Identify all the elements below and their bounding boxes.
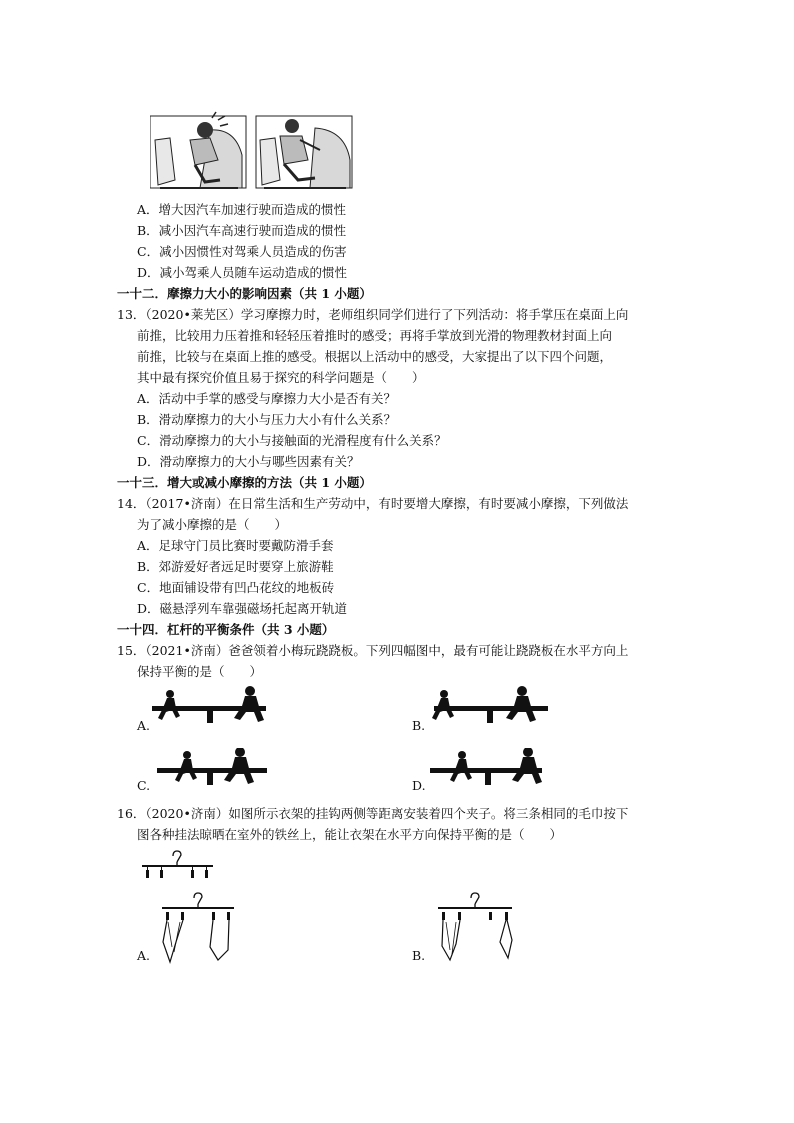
section-heading-13: 一十三．增大或减小摩擦的方法（共 1 小题） <box>117 475 372 490</box>
hanger-figure-a <box>158 892 238 964</box>
q14-option-c: C．地面铺设带有凹凸花纹的地板砖 <box>137 580 335 595</box>
q16-stem-line-1: 16．（2020•济南）如图所示衣架的挂钩两侧等距离安装着四个夹子。将三条相同的毛巾按下 <box>117 806 629 821</box>
q13-stem-line-4: 其中最有探究价值且易于探究的科学问题是（ ） <box>137 370 425 385</box>
q13-stem-line-1: 13．（2020•莱芜区）学习摩擦力时，老师组织同学们进行了下列活动：将手掌压在桌面上向 <box>117 307 629 322</box>
q13-option-b: B．滑动摩擦力的大小与压力大小有什么关系？ <box>137 412 397 427</box>
q13-option-a: A．活动中手掌的感受与摩擦力大小是否有关？ <box>137 391 397 406</box>
q13-option-c: C．滑动摩擦力的大小与接触面的光滑程度有什么关系？ <box>137 433 447 448</box>
hanger-reference-figure <box>140 850 215 885</box>
q14-option-b: B．郊游爱好者远足时要穿上旅游鞋 <box>137 559 334 574</box>
seesaw-figure-a <box>150 686 270 726</box>
seesaw-figure-b <box>432 686 552 726</box>
q14-option-a: A．足球守门员比赛时要戴防滑手套 <box>137 538 334 553</box>
q14-stem-line-2: 为了减小摩擦的是（ ） <box>137 517 288 532</box>
q15-label-c: C. <box>137 778 151 793</box>
section-heading-12: 一十二．摩擦力大小的影响因素（共 1 小题） <box>117 286 372 301</box>
car-crash-illustration <box>150 110 355 190</box>
seesaw-figure-c <box>155 748 270 786</box>
q13-stem-line-2: 前推，比较用力压着推和轻轻压着推时的感受；再将手掌放到光滑的物理教材封面上向 <box>137 328 613 343</box>
q16-label-a: A. <box>137 948 151 963</box>
q15-label-a: A. <box>137 718 151 733</box>
q12-option-d: D．减小驾乘人员随车运动造成的惯性 <box>137 265 348 280</box>
q14-option-d: D．磁悬浮列车靠强磁场托起离开轨道 <box>137 601 348 616</box>
q16-label-b: B. <box>412 948 426 963</box>
q12-option-c: C．减小因惯性对驾乘人员造成的伤害 <box>137 244 347 259</box>
q14-stem-line-1: 14．（2017•济南）在日常生活和生产劳动中，有时要增大摩擦，有时要减小摩擦，下列做法 <box>117 496 629 511</box>
q12-option-a: A．增大因汽车加速行驶而造成的惯性 <box>137 202 347 217</box>
q15-label-d: D. <box>412 778 426 793</box>
q16-stem-line-2: 图各种挂法晾晒在室外的铁丝上，能让衣架在水平方向保持平衡的是（ ） <box>137 827 563 842</box>
q13-option-d: D．滑动摩擦力的大小与哪些因素有关？ <box>137 454 360 469</box>
q15-label-b: B. <box>412 718 426 733</box>
q13-stem-line-3: 前推，比较与在桌面上推的感受。根据以上活动中的感受，大家提出了以下四个问题， <box>137 349 613 364</box>
q15-stem-line-1: 15．（2021•济南）爸爸领着小梅玩跷跷板。下列四幅图中，最有可能让跷跷板在水平方向上 <box>117 643 629 658</box>
seesaw-figure-d <box>428 748 546 786</box>
section-heading-14: 一十四．杠杆的平衡条件（共 3 小题） <box>117 622 335 637</box>
q15-stem-line-2: 保持平衡的是（ ） <box>137 664 263 679</box>
hanger-figure-b <box>434 892 516 964</box>
q12-option-b: B．减小因汽车高速行驶而造成的惯性 <box>137 223 347 238</box>
